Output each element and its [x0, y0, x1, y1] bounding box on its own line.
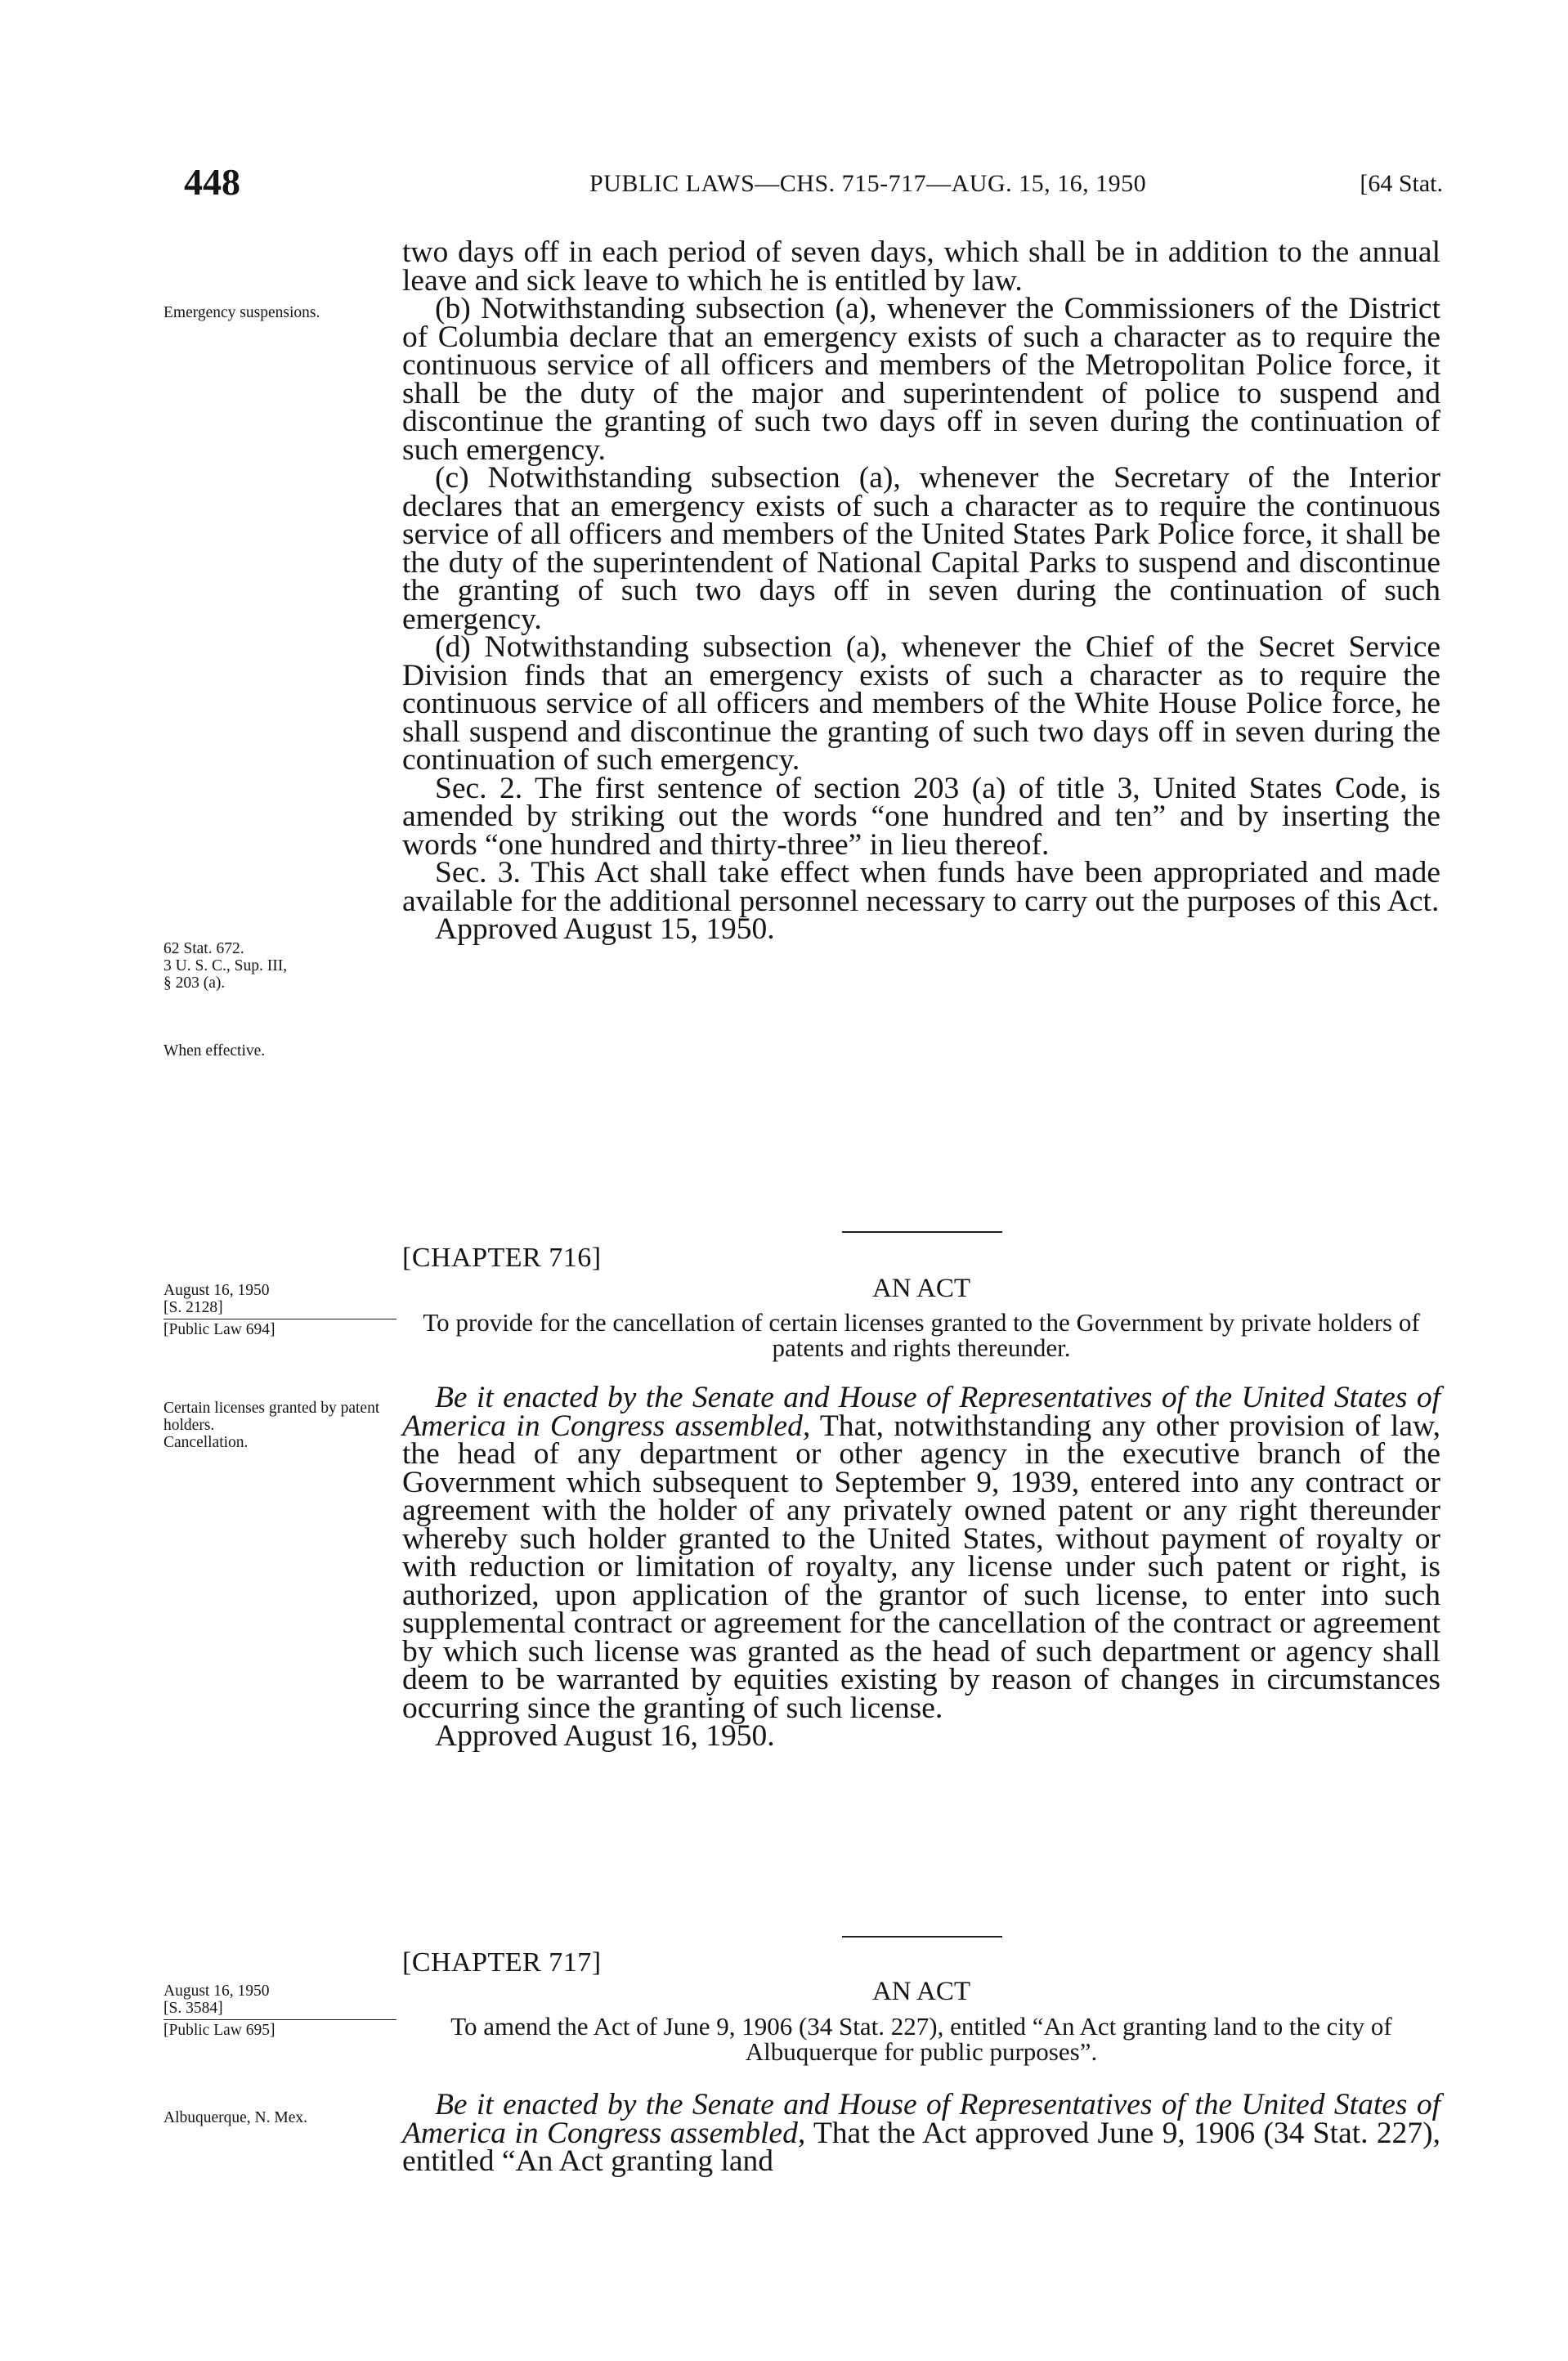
paragraph-b: (b) Notwithstanding subsection (a), whenever the Commissioners of the District of Columbia declare that an emergency exists of such a character as to require the continuous service of all officers and members of the Metropolitan Police force, it shall be the duty of the major and superintendent of police to suspend and discontinue the granting of such two days off in seven during the continuation of such emergency.: [402, 292, 1440, 467]
paragraph-c: (c) Notwithstanding subsection (a), whenever the Secretary of the Interior declares that an emergency exists of such a character as to require the continuous service of all officers and members of the United States Park Police force, it shall be the duty of the superintendent of National Capital Parks to suspend and discontinue the granting of such two days off in seven during the continuation of such emergency.: [402, 461, 1440, 636]
enacting-clause: [402, 2088, 1440, 2178]
chapter-717-label: [CHAPTER 717]: [402, 1947, 602, 1978]
bill-date: August 16, 1950: [164, 1282, 270, 1299]
bill-number: [S. 3584]: [164, 2000, 396, 2020]
chapter-717-text: [402, 2088, 1440, 2178]
subject-note: Certain licenses granted by patent holders.: [164, 1400, 380, 1434]
page-number: 448: [184, 161, 240, 203]
margin-note-certain-licenses: [164, 1400, 396, 1451]
enacting-body: That the Act approved June 9, 1906 (34 Stat. 227), entitled “An Act granting land: [402, 2116, 1440, 2178]
page-header: [184, 160, 1443, 209]
public-law-number: [Public Law 694]: [164, 1321, 276, 1338]
section-3: Sec. 3. This Act shall take effect when funds have been appropriated and made available for the additional personnel necessary to carry out the purposes of this Act.: [402, 856, 1440, 918]
cancellation-note: Cancellation.: [164, 1434, 249, 1451]
public-law-number: [Public Law 695]: [164, 2022, 276, 2039]
chapter-716-purpose: To provide for the cancellation of certain licenses granted to the Government by private holders of patents and rights thereunder.: [423, 1308, 1420, 1362]
section-divider: [842, 1936, 1002, 1938]
section-divider: [842, 1231, 1002, 1233]
approval-date: Approved August 15, 1950.: [435, 912, 775, 946]
enacting-formula: Be it enacted by the Senate and House of Representatives of the United States of America in Congress assembled,: [402, 2088, 1440, 2150]
margin-note-chapter-716: [164, 1282, 396, 1338]
margin-note-when-effective: When effective.: [164, 1042, 266, 1060]
an-act-heading: AN ACT: [871, 1274, 971, 1303]
citation-line: § 203 (a).: [164, 974, 226, 992]
section-2: Sec. 2. The first sentence of section 203 (a) of title 3, United States Code, is amended by striking out the words “one hundred and ten” and by inserting the words “one hundred and thirty-three” in lieu thereof.: [402, 771, 1440, 862]
paragraph-d: (d) Notwithstanding subsection (a), whenever the Chief of the Secret Service Division finds that an emergency exists of such a character as to require the continuous service of all officers and members of the White House Police force, he shall suspend and discontinue the granting of such two days off in seven during the continuation of such emergency.: [402, 630, 1440, 777]
paragraph-continued: two days off in each period of seven days, which shall be in addition to the annual leave and sick leave to which he is entitled by law.: [402, 235, 1440, 298]
margin-note-emergency: Emergency suspensions.: [164, 304, 320, 321]
stat-reference: [64 Stat.: [1360, 170, 1443, 197]
approval-date: Approved August 16, 1950.: [435, 1719, 775, 1753]
running-head: PUBLIC LAWS—CHS. 715-717—AUG. 15, 16, 1950: [589, 170, 1147, 197]
citation-line: 3 U. S. C., Sup. III,: [164, 957, 288, 974]
bill-date: August 16, 1950: [164, 1982, 270, 2000]
enacting-formula: Be it enacted by the Senate and House of Representatives of the United States of America in Congress assembled,: [402, 1381, 1440, 1443]
chapter-716-label: [CHAPTER 716]: [402, 1243, 602, 1273]
citation-line: 62 Stat. 672.: [164, 940, 244, 957]
bill-number: [S. 2128]: [164, 1299, 396, 1319]
chapter-715-text: [402, 235, 1440, 946]
margin-note-albuquerque: Albuquerque, N. Mex.: [164, 2109, 308, 2126]
an-act-heading: AN ACT: [871, 1977, 971, 2006]
enacting-clause: [402, 1381, 1441, 1725]
enacting-body: That, notwithstanding any other provision of law, the head of any department or other agency in the executive branch of the Government which subsequent to September 9, 1939, entered into any contract or agreement with the holder of any privately owned patent or any right thereunder whereby such holder granted to the United States, without payment of royalty or with reduction or limitation of royalty, any license under such patent or right, is authorized, upon application of the grantor of such license, to enter into such supplemental contract or agreement for the cancellation of the contract or agreement by which such license was granted as the head of such department or agency shall deem to be warranted by equities existing by reason of changes in circumstances occurring since the granting of such license.: [402, 1409, 1441, 1725]
chapter-716-text: [402, 1381, 1441, 1753]
chapter-717-purpose: To amend the Act of June 9, 1906 (34 Stat. 227), entitled “An Act granting land to the city of Albuquerque for public purposes”.: [450, 2012, 1392, 2066]
margin-note-chapter-717: [164, 1982, 396, 2039]
margin-note-citation: [164, 940, 396, 992]
